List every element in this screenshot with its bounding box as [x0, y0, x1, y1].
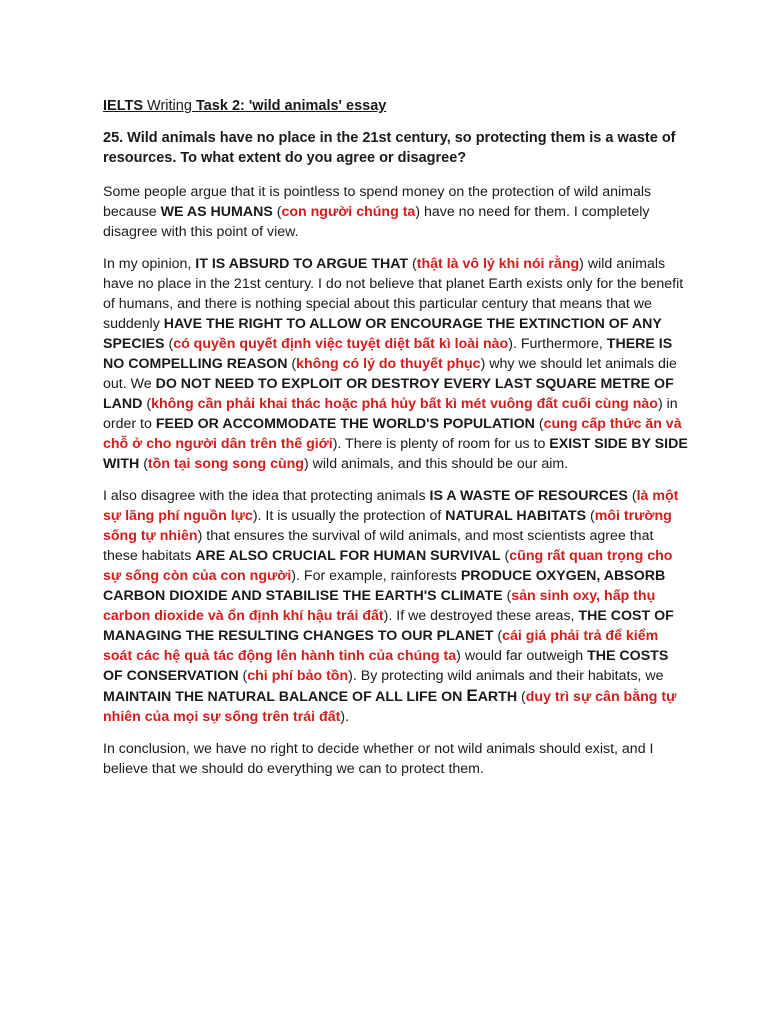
phrase-en: PRODUCE OXYGEN, ABSORB CARBON DIOXIDE AND STABILISE THE EARTH'S CLIMATE [103, 568, 666, 604]
essay-question: 25. Wild animals have no place in the 21st century, so protecting them is a waste of resources. To what extent do you agree or disagree? [103, 130, 676, 166]
title-writing: Writing [143, 98, 196, 114]
translation-vi: cung cấp thức ăn và chỗ ở cho người dân trên thế giới [103, 416, 682, 452]
title-ielts: IELTS [103, 98, 144, 114]
text: ( [534, 416, 544, 432]
translation-vi: sản sinh oxy, hấp thụ carbon dioxide và ổn định khí hậu trái đất [103, 588, 656, 624]
text: ). Furthermore, [508, 336, 607, 352]
text: ( [493, 628, 503, 644]
essay-content [103, 96, 688, 791]
phrase-en: IT IS ABSURD TO ARGUE THAT [195, 256, 409, 272]
text: ( [164, 336, 174, 352]
phrase-en: HAVE THE RIGHT TO ALLOW OR ENCOURAGE THE EXTINCTION OF ANY SPECIES [103, 316, 662, 352]
translation-vi: không có lý do thuyết phục [296, 356, 481, 372]
phrase-en: NATURAL HABITATS [445, 508, 587, 524]
text: ). There is plenty of room for us to [332, 436, 550, 452]
translation-vi: thật là vô lý khi nói rằng [416, 256, 580, 272]
translation-vi: chi phí bảo tồn [247, 668, 349, 684]
paragraph-conclusion: In conclusion, we have no right to decide whether or not wild animals should exist, and I believe that we should do everything we can to protect them. [103, 741, 654, 777]
text: ( [272, 204, 282, 220]
phrase-en: FEED OR ACCOMMODATE THE WORLD'S POPULATION [155, 416, 535, 432]
text: ) wild animals have no place in the 21st century. I do not believe that planet Earth exists only for the benefit of humans, and there is nothing special about this particular century that means that we suddenly [103, 256, 684, 332]
text: ) why we should let animals die out. We [103, 356, 677, 392]
translation-vi: có quyền quyết định việc tuyệt diệt bất kì loài nào [173, 336, 509, 352]
text: Some people argue that it is pointless to spend money on the protection of wild animals because [103, 184, 652, 220]
phrase-en: MAINTAIN THE NATURAL BALANCE OF ALL LIFE ON [103, 689, 467, 705]
text: ). If we destroyed these areas, [383, 608, 579, 624]
text: ) have no need for them. I completely disagree with this point of view. [103, 204, 650, 240]
text: In my opinion, [103, 256, 196, 272]
phrase-en: EXIST SIDE BY SIDE WITH [103, 436, 688, 472]
phrase-en: ARTH [477, 689, 518, 705]
translation-vi: con người chúng ta [281, 204, 416, 220]
text: ( [238, 668, 248, 684]
phrase-en-capital: E [466, 686, 478, 705]
translation-vi: cái giá phải trả để kiểm soát các hệ quả tác động lên hành tinh của chúng ta [103, 628, 659, 664]
translation-vi: cũng rất quan trọng cho sự sống còn của con người [103, 548, 673, 584]
text: ). It is usually the protection of [252, 508, 446, 524]
translation-vi: duy trì sự cân bằng tự nhiên của mọi sự sống trên trái đất [103, 689, 677, 725]
text: ( [287, 356, 297, 372]
text: ) would far outweigh [456, 648, 588, 664]
translation-vi: là một sự lãng phí nguồn lực [103, 488, 679, 524]
phrase-en: WE AS HUMANS [160, 204, 273, 220]
text: ( [586, 508, 595, 524]
text: ( [627, 488, 637, 504]
text: ( [408, 256, 417, 272]
text: ). [340, 709, 349, 725]
phrase-en: THE COSTS OF CONSERVATION [103, 648, 669, 684]
text: ( [517, 689, 526, 705]
text: ) that ensures the survival of wild animals, and most scientists agree that these habitats [103, 528, 654, 564]
text: ( [502, 588, 512, 604]
paragraph-body-1 [103, 254, 688, 474]
text: ). By protecting wild animals and their habitats, we [348, 668, 664, 684]
paragraph-body-2 [103, 486, 688, 727]
phrase-en: THE COST OF MANAGING THE RESULTING CHANGES TO OUR PLANET [103, 608, 674, 644]
title-task: Task 2: 'wild animals' essay [195, 98, 387, 114]
paragraph-intro [103, 182, 688, 242]
text: ) in order to [103, 396, 678, 432]
translation-vi: không cần phải khai thác hoặc phá hủy bất kì mét vuông đất cuối cùng nào [151, 396, 658, 412]
translation-vi: tồn tại song song cùng [147, 456, 304, 472]
text: ) wild animals, and this should be our aim. [303, 456, 569, 472]
phrase-en: DO NOT NEED TO EXPLOIT OR DESTROY EVERY LAST SQUARE METRE OF LAND [103, 376, 674, 412]
text: ). For example, rainforests [291, 568, 461, 584]
text: ( [142, 396, 152, 412]
phrase-en: THERE IS NO COMPELLING REASON [103, 336, 673, 372]
translation-vi: môi trường sống tự nhiên [103, 508, 672, 544]
phrase-en: ARE ALSO CRUCIAL FOR HUMAN SURVIVAL [195, 548, 501, 564]
phrase-en: IS A WASTE OF RESOURCES [429, 488, 628, 504]
text: ( [139, 456, 148, 472]
text: ( [500, 548, 510, 564]
essay-title [103, 96, 688, 116]
text: I also disagree with the idea that protecting animals [103, 488, 430, 504]
